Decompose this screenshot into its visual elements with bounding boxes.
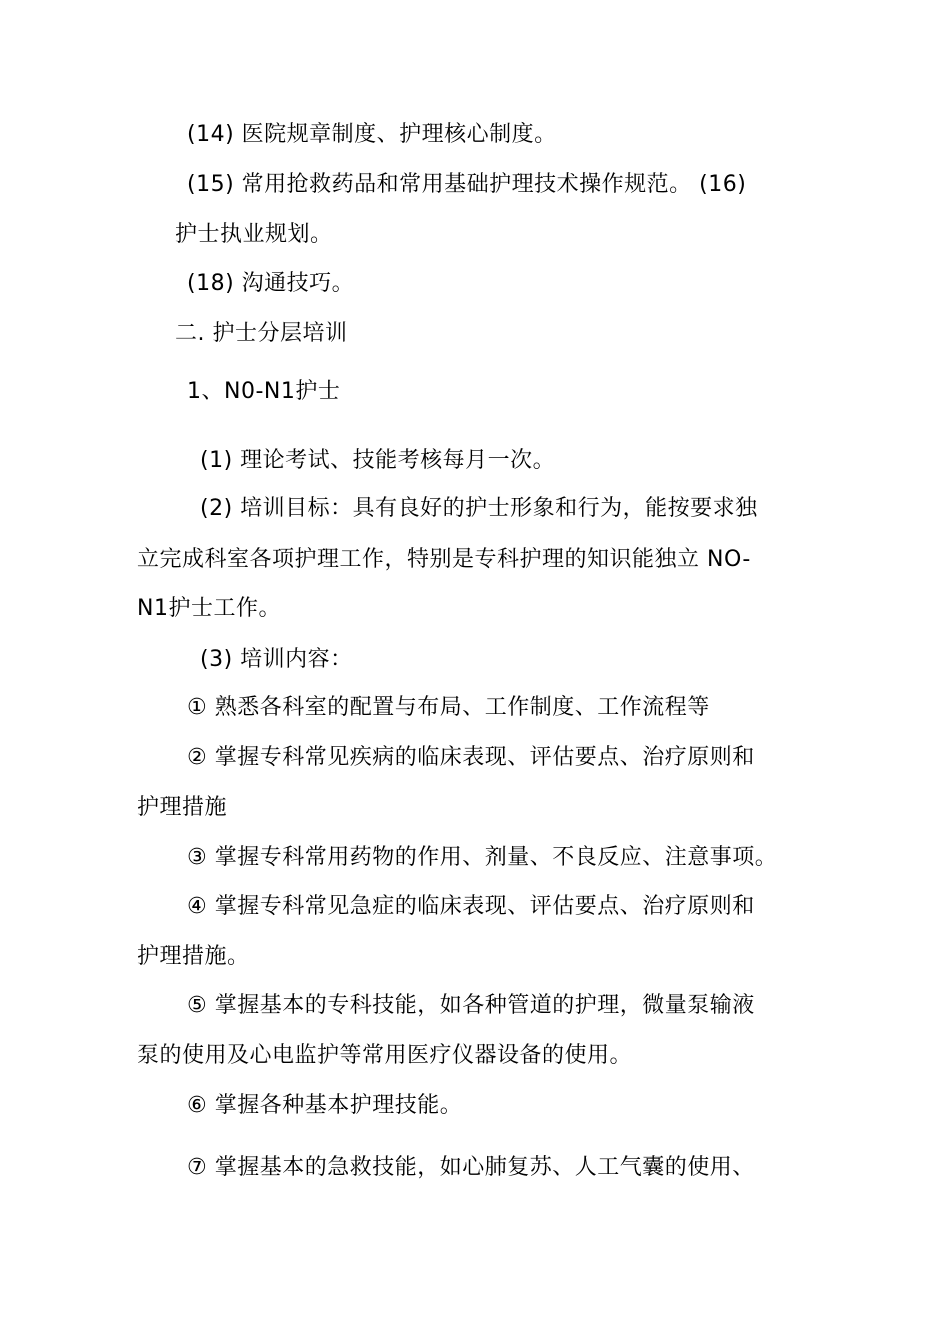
text-line: N1护士工作。	[137, 596, 281, 621]
subsection-heading: 1、N0-N1护士	[187, 379, 341, 404]
section-heading: 二. 护士分层培训	[175, 321, 348, 346]
text-line: 泵的使用及心电监护等常用医疗仪器设备的使用。	[137, 1043, 633, 1068]
text-line: 立完成科室各项护理工作，特别是专科护理的知识能独立 NO-	[137, 547, 751, 572]
list-item: ① 熟悉各科室的配置与布局、工作制度、工作流程等	[187, 695, 710, 720]
list-item: ③ 掌握专科常用药物的作用、剂量、不良反应、注意事项。	[187, 845, 778, 870]
text-line: (15) 常用抢救药品和常用基础护理技术操作规范。 (16)	[187, 172, 747, 197]
text-line: (3) 培训内容：	[200, 647, 353, 672]
text-line: 护理措施	[137, 795, 228, 820]
text-line: (2) 培训目标：具有良好的护士形象和行为，能按要求独	[200, 496, 758, 521]
text-line: (14) 医院规章制度、护理核心制度。	[187, 122, 557, 147]
text-line: 护士执业规划。	[175, 222, 333, 247]
list-item: ② 掌握专科常见疾病的临床表现、评估要点、治疗原则和	[187, 745, 755, 770]
list-item: ⑤ 掌握基本的专科技能，如各种管道的护理，微量泵输液	[187, 993, 755, 1018]
list-item: ⑦ 掌握基本的急救技能，如心肺复苏、人工气囊的使用、	[187, 1155, 755, 1180]
list-item: ⑥ 掌握各种基本护理技能。	[187, 1093, 463, 1118]
text-line: 护理措施。	[137, 944, 250, 969]
text-line: (18) 沟通技巧。	[187, 271, 355, 296]
text-line: (1) 理论考试、技能考核每月一次。	[200, 448, 556, 473]
list-item: ④ 掌握专科常见急症的临床表现、评估要点、治疗原则和	[187, 894, 755, 919]
